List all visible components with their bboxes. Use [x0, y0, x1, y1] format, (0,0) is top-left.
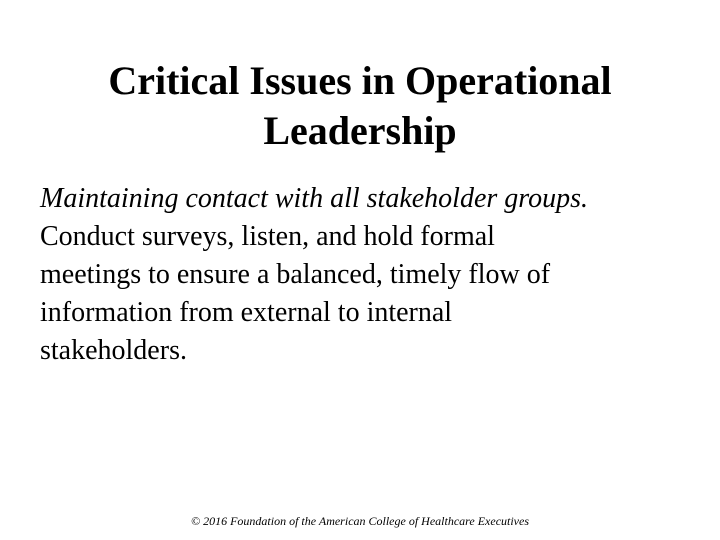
body-paragraph [40, 218, 700, 370]
copyright-footer: © 2016 Foundation of the American College of Healthcare Executives [190, 514, 530, 528]
slide-title-line-2: Leadership [263, 108, 457, 153]
body-line-4: stakeholders. [40, 335, 187, 366]
slide-subtitle: Maintaining contact with all stakeholder groups. [40, 183, 589, 214]
slide-title-line-1: Critical Issues in Operational [108, 58, 612, 103]
body-line-3: information from external to internal [40, 297, 453, 328]
body-line-1: Conduct surveys, listen, and hold formal [40, 221, 495, 252]
body-line-2: meetings to ensure a balanced, timely flow of [40, 259, 551, 290]
slide-title [36, 56, 684, 156]
slide-body [40, 180, 700, 370]
